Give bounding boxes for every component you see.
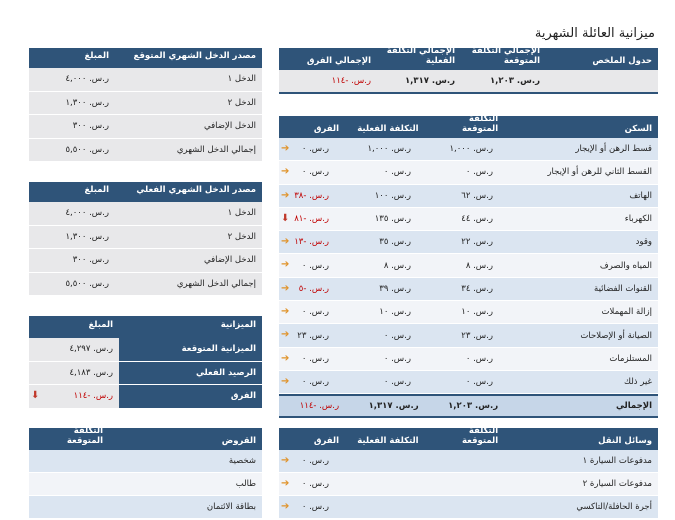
housing-row-actual: ر.س. ٠ bbox=[383, 353, 411, 364]
arrow-right-icon: ➔ bbox=[281, 375, 290, 387]
balance-row-amount: ر.س. -١١٤ bbox=[29, 385, 119, 408]
housing-row-diff: ر.س. -٨١ bbox=[294, 214, 329, 225]
table-row bbox=[279, 161, 658, 184]
arrow-right-icon: ➔ bbox=[281, 352, 290, 364]
housing-row-diff: ر.س. -٥ bbox=[298, 283, 329, 294]
summary-header-actual: الإجمالي التكلفة الفعلية bbox=[386, 45, 455, 67]
housing-row-diff: ر.س. -١٣ bbox=[294, 237, 329, 248]
table-row bbox=[279, 324, 658, 347]
housing-row-actual: ر.س. ١,٠٠٠ bbox=[367, 144, 411, 155]
actual-income-row-amount: ر.س. ٥,٥٠٠ bbox=[65, 278, 109, 289]
actual-income-header-label: مصدر الدخل الشهري الفعلي bbox=[136, 185, 256, 196]
table-row bbox=[29, 139, 262, 163]
actual-income-row-label: الدخل الإضافي bbox=[204, 255, 256, 266]
balance-header-amount: المبلغ bbox=[88, 320, 113, 331]
loans-table bbox=[29, 425, 262, 519]
transport-header-diff: الفرق bbox=[313, 436, 340, 447]
table-row bbox=[279, 450, 658, 473]
housing-row-expected: ر.س. ٨ bbox=[465, 260, 493, 271]
housing-row-diff: ر.س. ٠ bbox=[301, 260, 329, 271]
transport-row-label: مدفوعات السيارة ١ bbox=[582, 456, 652, 466]
table-row bbox=[29, 92, 262, 116]
housing-row-actual: ر.س. ٠ bbox=[383, 167, 411, 178]
table-row bbox=[29, 273, 262, 297]
summary-actual-value: ر.س. ١,٣١٧ bbox=[404, 76, 455, 86]
expected-income-row-amount: ر.س. ٣٠٠ bbox=[72, 121, 109, 132]
housing-row-label: إزالة المهملات bbox=[601, 307, 652, 318]
table-row bbox=[279, 278, 658, 301]
summary-header-expected: الإجمالي التكلفة المتوقعة bbox=[471, 45, 540, 67]
housing-row-actual: ر.س. ٣٥ bbox=[379, 237, 411, 248]
housing-row-label: قسط الرهن أو الإيجار bbox=[575, 144, 652, 155]
arrow-right-icon: ➔ bbox=[281, 259, 290, 271]
summary-table bbox=[279, 45, 658, 94]
arrow-down-icon: ⬇ bbox=[31, 390, 40, 401]
table-row bbox=[29, 202, 262, 226]
actual-income-row-label: الدخل ١ bbox=[227, 208, 256, 219]
housing-row-diff: ر.س. ٠ bbox=[301, 353, 329, 364]
arrow-right-icon: ➔ bbox=[281, 166, 290, 178]
actual-income-table bbox=[29, 182, 262, 296]
loans-row-label: بطاقة الائتمان bbox=[206, 502, 256, 512]
arrow-right-icon: ➔ bbox=[281, 501, 290, 512]
housing-row-expected: ر.س. ٠ bbox=[465, 353, 493, 364]
transport-row-label: أجرة الحافلة/التاكسي bbox=[576, 502, 652, 512]
housing-row-actual: ر.س. ١٠ bbox=[379, 307, 411, 318]
table-row bbox=[29, 338, 262, 362]
table-row bbox=[279, 138, 658, 161]
housing-row-actual: ر.س. ١٠٠ bbox=[374, 190, 411, 201]
transport-row-diff: ر.س. ٠ bbox=[301, 502, 329, 512]
housing-row-actual: ر.س. ١٣٥ bbox=[374, 214, 411, 225]
housing-row-actual: ر.س. ٣٩ bbox=[379, 283, 411, 294]
housing-row-diff: ر.س. ٠ bbox=[301, 307, 329, 318]
housing-row-label: وقود bbox=[635, 237, 652, 248]
housing-row-label: غير ذلك bbox=[624, 377, 652, 388]
actual-income-row-label: الدخل ٢ bbox=[227, 231, 256, 242]
housing-row-expected: ر.س. ٠ bbox=[465, 167, 493, 178]
balance-header-label: الميزانية bbox=[220, 320, 256, 331]
housing-header-label: السكن bbox=[624, 124, 652, 135]
housing-row-expected: ر.س. ٠ bbox=[465, 377, 493, 388]
arrow-right-icon: ➔ bbox=[281, 189, 290, 201]
table-row bbox=[279, 185, 658, 208]
expected-income-header-amount: المبلغ bbox=[84, 51, 109, 62]
summary-diff-value: ر.س. -١١٤ bbox=[331, 76, 371, 86]
housing-row-diff: ر.س. -٣٨ bbox=[294, 190, 329, 201]
actual-income-row-amount: ر.س. ٣٠٠ bbox=[72, 255, 109, 266]
housing-row-expected: ر.س. ٣٤ bbox=[461, 283, 493, 294]
summary-header-label: حدول الملخص bbox=[592, 56, 652, 67]
housing-row-expected: ر.س. ٤٤ bbox=[461, 214, 493, 225]
table-row bbox=[279, 473, 658, 496]
balance-row-label: الرصيد الفعلي bbox=[119, 362, 262, 385]
housing-row-expected: ر.س. ١,٠٠٠ bbox=[449, 144, 493, 155]
housing-row-actual: ر.س. ٨ bbox=[383, 260, 411, 271]
table-row bbox=[29, 385, 262, 409]
actual-income-header-amount: المبلغ bbox=[84, 185, 109, 196]
arrow-down-icon: ⬇ bbox=[281, 212, 290, 224]
loans-header-expected: التكلفة المتوقعة bbox=[66, 425, 103, 447]
balance-row-label: الميزانية المتوقعة bbox=[119, 338, 262, 361]
table-row bbox=[279, 301, 658, 324]
housing-row-label: الهاتف bbox=[629, 190, 652, 201]
table-row bbox=[29, 115, 262, 139]
transport-row-diff: ر.س. ٠ bbox=[301, 456, 329, 466]
housing-header-expected: التكلفة المتوقعة bbox=[462, 113, 499, 135]
summary-expected-value: ر.س. ١,٢٠٣ bbox=[489, 76, 540, 86]
table-row bbox=[29, 450, 262, 473]
housing-row-actual: ر.س. ٠ bbox=[383, 377, 411, 388]
expected-income-row-amount: ر.س. ١,٣٠٠ bbox=[65, 97, 109, 108]
transport-header-label: وسائل النقل bbox=[598, 436, 652, 447]
housing-row-expected: ر.س. ١٠ bbox=[461, 307, 493, 318]
housing-total-expected: ر.س. ١,٢٠٣ bbox=[448, 401, 499, 412]
arrow-right-icon: ➔ bbox=[281, 236, 290, 248]
arrow-right-icon: ➔ bbox=[281, 329, 290, 341]
table-row bbox=[29, 226, 262, 250]
table-row bbox=[29, 362, 262, 386]
balance-row-amount: ر.س. ٤,١٨٣ bbox=[29, 362, 119, 385]
transport-table bbox=[279, 425, 658, 519]
summary-header-diff: الإجمالي الفرق bbox=[306, 56, 371, 67]
expected-income-header-label: مصدر الدخل الشهري المتوقع bbox=[133, 51, 256, 62]
actual-income-row-amount: ر.س. ١,٣٠٠ bbox=[65, 231, 109, 242]
loans-row-label: شخصية bbox=[228, 456, 256, 466]
housing-row-expected: ر.س. ٦٢ bbox=[461, 190, 493, 201]
arrow-right-icon: ➔ bbox=[281, 282, 290, 294]
housing-row-expected: ر.س. ٢٣ bbox=[461, 330, 493, 341]
expected-income-row-label: الدخل ٢ bbox=[227, 97, 256, 108]
housing-table bbox=[279, 113, 658, 418]
housing-header-diff: الفرق bbox=[313, 124, 340, 135]
housing-total-diff: ر.س. -١١٤ bbox=[299, 401, 340, 412]
housing-row-label: المياه والصرف bbox=[599, 260, 652, 271]
expected-income-table bbox=[29, 48, 262, 162]
balance-row-label: الفرق bbox=[119, 385, 262, 408]
page-title: ميزانية العائلة الشهرية bbox=[534, 26, 655, 41]
housing-row-label: القسط الثاني للرهن أو الإيجار bbox=[547, 167, 652, 178]
expected-income-row-label: إجمالي الدخل الشهري bbox=[176, 144, 256, 155]
table-row bbox=[279, 348, 658, 371]
housing-row-diff: ر.س. ٢٣ bbox=[297, 330, 329, 341]
table-row bbox=[29, 496, 262, 519]
transport-row-label: مدفوعات السيارة ٢ bbox=[582, 479, 652, 489]
housing-row-diff: ر.س. ٠ bbox=[301, 377, 329, 388]
transport-row-diff: ر.س. ٠ bbox=[301, 479, 329, 489]
housing-row-label: الكهرباء bbox=[624, 214, 652, 225]
table-row bbox=[29, 473, 262, 496]
actual-income-row-label: إجمالي الدخل الشهري bbox=[176, 278, 256, 289]
expected-income-row-amount: ر.س. ٥,٥٠٠ bbox=[65, 144, 109, 155]
transport-header-expected: التكلفة المتوقعة bbox=[462, 425, 499, 447]
arrow-right-icon: ➔ bbox=[281, 478, 290, 489]
table-row bbox=[29, 68, 262, 92]
table-row bbox=[29, 249, 262, 273]
expected-income-row-amount: ر.س. ٤,٠٠٠ bbox=[65, 74, 109, 85]
housing-row-label: الصيانة أو الإصلاحات bbox=[580, 330, 652, 341]
table-row bbox=[279, 231, 658, 254]
expected-income-row-label: الدخل ١ bbox=[227, 74, 256, 85]
balance-row-amount: ر.س. ٤,٢٩٧ bbox=[29, 338, 119, 361]
loans-header-label: القروض bbox=[221, 436, 256, 447]
housing-total-actual: ر.س. ١,٣١٧ bbox=[368, 401, 419, 412]
expected-income-row-label: الدخل الإضافي bbox=[204, 121, 256, 132]
housing-total-label: الإجمالي bbox=[615, 401, 652, 412]
table-row bbox=[279, 496, 658, 519]
housing-row-label: القنوات الفضائية bbox=[594, 283, 652, 294]
housing-row-diff: ر.س. ٠ bbox=[301, 144, 329, 155]
table-row bbox=[279, 371, 658, 394]
balance-table bbox=[29, 316, 262, 409]
arrow-right-icon: ➔ bbox=[281, 455, 290, 466]
table-row bbox=[279, 208, 658, 231]
housing-row-label: المستلزمات bbox=[609, 353, 652, 364]
housing-header-actual: التكلفة الفعلية bbox=[357, 124, 419, 135]
housing-row-expected: ر.س. ٢٢ bbox=[461, 237, 493, 248]
arrow-right-icon: ➔ bbox=[281, 306, 290, 318]
housing-row-actual: ر.س. ٠ bbox=[383, 330, 411, 341]
arrow-right-icon: ➔ bbox=[281, 143, 290, 154]
table-row bbox=[279, 254, 658, 277]
actual-income-row-amount: ر.س. ٤,٠٠٠ bbox=[65, 208, 109, 219]
loans-row-label: طالب bbox=[235, 479, 256, 489]
transport-header-actual: التكلفة الفعلية bbox=[357, 436, 419, 447]
housing-row-diff: ر.س. ٠ bbox=[301, 167, 329, 178]
